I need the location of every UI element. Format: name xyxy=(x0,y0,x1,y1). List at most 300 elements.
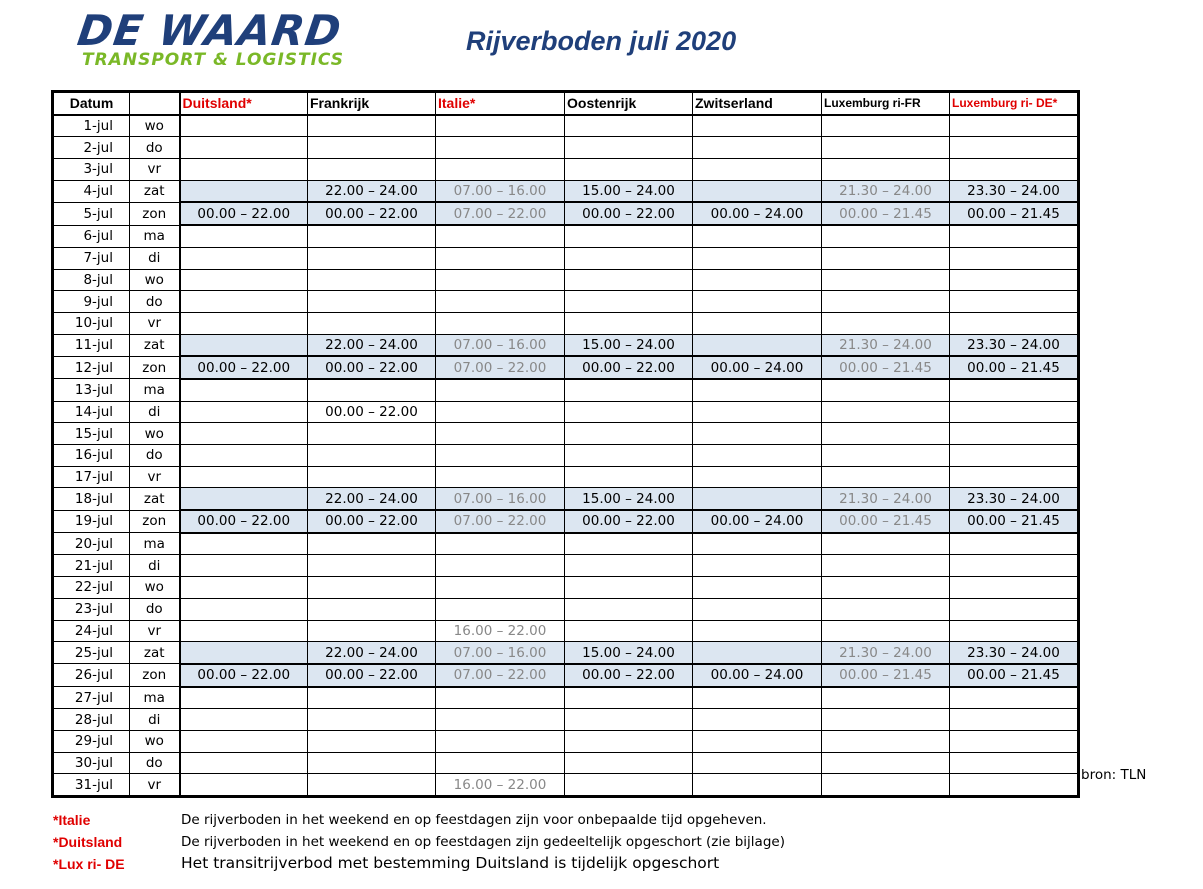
time-cell xyxy=(822,466,950,488)
time-cell xyxy=(950,598,1079,620)
time-cell xyxy=(950,577,1079,599)
table-row xyxy=(53,423,1079,445)
table-row xyxy=(53,598,1079,620)
weekday-cell: zat xyxy=(130,488,180,510)
weekday-cell: vr xyxy=(130,466,180,488)
time-cell xyxy=(950,445,1079,467)
date-cell: 29-jul xyxy=(53,730,130,752)
time-cell: 00.00 – 22.00 xyxy=(180,664,308,687)
time-cell xyxy=(308,159,436,181)
time-cell: 07.00 – 22.00 xyxy=(436,664,565,687)
time-cell: 22.00 – 24.00 xyxy=(308,180,436,202)
time-cell xyxy=(436,401,565,423)
time-cell: 15.00 – 24.00 xyxy=(565,642,693,664)
weekday-cell: do xyxy=(130,291,180,313)
date-cell: 20-jul xyxy=(53,533,130,555)
weekday-cell: zon xyxy=(130,510,180,533)
time-cell: 22.00 – 24.00 xyxy=(308,642,436,664)
time-cell: 21.30 – 24.00 xyxy=(822,488,950,510)
time-cell: 22.00 – 24.00 xyxy=(308,334,436,356)
time-cell xyxy=(693,466,822,488)
table-row xyxy=(53,291,1079,313)
date-cell: 30-jul xyxy=(53,752,130,774)
time-cell: 15.00 – 24.00 xyxy=(565,488,693,510)
weekday-cell: zon xyxy=(130,664,180,687)
time-cell xyxy=(180,687,308,709)
time-cell xyxy=(180,488,308,510)
time-cell xyxy=(308,137,436,159)
time-cell: 00.00 – 21.45 xyxy=(950,202,1079,225)
column-header-country: Luxemburg ri- DE* xyxy=(950,92,1079,115)
time-cell: 00.00 – 21.45 xyxy=(822,664,950,687)
time-cell xyxy=(308,555,436,577)
table-row xyxy=(53,445,1079,467)
time-cell xyxy=(950,620,1079,642)
date-cell: 7-jul xyxy=(53,247,130,269)
time-cell xyxy=(693,247,822,269)
time-cell xyxy=(308,598,436,620)
time-cell xyxy=(693,774,822,797)
time-cell xyxy=(693,709,822,731)
logo-line-2: TRANSPORT & LOGISTICS xyxy=(82,50,345,70)
time-cell xyxy=(822,269,950,291)
date-cell: 6-jul xyxy=(53,225,130,247)
date-cell: 25-jul xyxy=(53,642,130,664)
time-cell xyxy=(180,180,308,202)
weekday-cell: do xyxy=(130,445,180,467)
schedule-body xyxy=(53,115,1079,797)
table-row xyxy=(53,379,1079,401)
time-cell xyxy=(950,312,1079,334)
time-cell xyxy=(693,642,822,664)
footnote-key: *Italie xyxy=(53,812,91,828)
time-cell xyxy=(308,687,436,709)
company-logo xyxy=(74,6,408,74)
weekday-cell: ma xyxy=(130,379,180,401)
time-cell xyxy=(436,555,565,577)
time-cell xyxy=(822,137,950,159)
weekday-cell: vr xyxy=(130,620,180,642)
time-cell xyxy=(822,247,950,269)
time-cell xyxy=(822,752,950,774)
time-cell xyxy=(950,225,1079,247)
time-cell xyxy=(822,159,950,181)
table-row xyxy=(53,555,1079,577)
footnote-key: *Duitsland xyxy=(53,834,123,850)
footnote-text: Het transitrijverbod met bestemming Duitsland is tijdelijk opgeschort xyxy=(181,854,720,872)
time-cell xyxy=(565,466,693,488)
time-cell xyxy=(822,115,950,137)
footnote-key: *Lux ri- DE xyxy=(53,856,125,872)
weekday-cell: wo xyxy=(130,115,180,137)
table-row xyxy=(53,159,1079,181)
time-cell xyxy=(950,533,1079,555)
date-cell: 19-jul xyxy=(53,510,130,533)
time-cell xyxy=(180,774,308,797)
weekday-cell: zon xyxy=(130,202,180,225)
time-cell xyxy=(436,225,565,247)
time-cell xyxy=(822,577,950,599)
table-row xyxy=(53,510,1079,533)
time-cell xyxy=(565,577,693,599)
time-cell xyxy=(180,620,308,642)
time-cell xyxy=(693,598,822,620)
time-cell: 15.00 – 24.00 xyxy=(565,334,693,356)
time-cell xyxy=(180,137,308,159)
time-cell xyxy=(565,533,693,555)
time-cell: 00.00 – 22.00 xyxy=(308,401,436,423)
column-header-country: Italie* xyxy=(436,92,565,115)
time-cell xyxy=(693,180,822,202)
time-cell xyxy=(565,709,693,731)
time-cell xyxy=(308,466,436,488)
time-cell xyxy=(950,730,1079,752)
table-row xyxy=(53,202,1079,225)
time-cell xyxy=(180,115,308,137)
date-cell: 17-jul xyxy=(53,466,130,488)
time-cell: 07.00 – 22.00 xyxy=(436,202,565,225)
weekday-cell: wo xyxy=(130,269,180,291)
time-cell xyxy=(565,269,693,291)
time-cell xyxy=(436,598,565,620)
time-cell xyxy=(565,730,693,752)
time-cell: 07.00 – 22.00 xyxy=(436,356,565,379)
time-cell: 00.00 – 21.45 xyxy=(950,664,1079,687)
time-cell: 00.00 – 24.00 xyxy=(693,202,822,225)
weekday-cell: zat xyxy=(130,180,180,202)
page-title: Rijverboden juli 2020 xyxy=(466,26,737,56)
time-cell xyxy=(693,577,822,599)
time-cell xyxy=(822,401,950,423)
time-cell xyxy=(565,225,693,247)
time-cell xyxy=(308,225,436,247)
time-cell: 00.00 – 24.00 xyxy=(693,356,822,379)
time-cell xyxy=(950,687,1079,709)
time-cell xyxy=(693,115,822,137)
time-cell: 00.00 – 22.00 xyxy=(565,510,693,533)
table-row xyxy=(53,752,1079,774)
time-cell: 00.00 – 22.00 xyxy=(180,510,308,533)
table-row xyxy=(53,687,1079,709)
time-cell xyxy=(565,379,693,401)
time-cell xyxy=(436,577,565,599)
time-cell xyxy=(180,642,308,664)
time-cell: 07.00 – 16.00 xyxy=(436,334,565,356)
time-cell xyxy=(565,247,693,269)
time-cell xyxy=(822,445,950,467)
column-header-country: Frankrijk xyxy=(308,92,436,115)
schedule-table xyxy=(51,90,1080,798)
footnote-text: De rijverboden in het weekend en op feestdagen zijn gedeeltelijk opgeschort (zie bijlage) xyxy=(181,834,785,850)
date-cell: 4-jul xyxy=(53,180,130,202)
weekday-cell: di xyxy=(130,247,180,269)
time-cell xyxy=(822,312,950,334)
time-cell xyxy=(693,687,822,709)
source-label: bron: TLN xyxy=(1081,767,1147,783)
time-cell xyxy=(308,709,436,731)
date-cell: 21-jul xyxy=(53,555,130,577)
time-cell: 00.00 – 21.45 xyxy=(950,510,1079,533)
weekday-cell: ma xyxy=(130,225,180,247)
column-header-datum: Datum xyxy=(53,92,130,115)
time-cell: 21.30 – 24.00 xyxy=(822,180,950,202)
table-row xyxy=(53,401,1079,423)
table-row xyxy=(53,247,1079,269)
logo-line-1: DE WAARD xyxy=(74,6,345,55)
time-cell xyxy=(308,269,436,291)
time-cell xyxy=(693,752,822,774)
column-header-country: Duitsland* xyxy=(180,92,308,115)
time-cell: 23.30 – 24.00 xyxy=(950,180,1079,202)
time-cell xyxy=(693,488,822,510)
time-cell xyxy=(565,312,693,334)
time-cell xyxy=(436,115,565,137)
time-cell: 00.00 – 22.00 xyxy=(565,202,693,225)
time-cell: 00.00 – 22.00 xyxy=(308,202,436,225)
time-cell xyxy=(180,533,308,555)
time-cell xyxy=(822,598,950,620)
date-cell: 5-jul xyxy=(53,202,130,225)
time-cell xyxy=(693,401,822,423)
date-cell: 24-jul xyxy=(53,620,130,642)
date-cell: 16-jul xyxy=(53,445,130,467)
time-cell xyxy=(822,291,950,313)
time-cell: 07.00 – 16.00 xyxy=(436,642,565,664)
time-cell: 00.00 – 22.00 xyxy=(308,664,436,687)
time-cell xyxy=(180,555,308,577)
time-cell xyxy=(180,577,308,599)
table-row xyxy=(53,356,1079,379)
time-cell xyxy=(436,730,565,752)
time-cell xyxy=(693,334,822,356)
time-cell xyxy=(436,423,565,445)
time-cell xyxy=(693,269,822,291)
time-cell xyxy=(950,247,1079,269)
time-cell: 00.00 – 22.00 xyxy=(565,356,693,379)
time-cell xyxy=(565,291,693,313)
date-cell: 31-jul xyxy=(53,774,130,797)
time-cell xyxy=(436,137,565,159)
time-cell xyxy=(180,423,308,445)
time-cell: 00.00 – 24.00 xyxy=(693,664,822,687)
time-cell: 21.30 – 24.00 xyxy=(822,334,950,356)
table-row xyxy=(53,664,1079,687)
time-cell xyxy=(436,445,565,467)
time-cell xyxy=(308,577,436,599)
column-header-country: Zwitserland xyxy=(693,92,822,115)
time-cell xyxy=(436,752,565,774)
time-cell: 00.00 – 22.00 xyxy=(308,356,436,379)
time-cell: 00.00 – 21.45 xyxy=(950,356,1079,379)
weekday-cell: di xyxy=(130,401,180,423)
time-cell xyxy=(565,687,693,709)
column-header-day xyxy=(130,92,180,115)
weekday-cell: zat xyxy=(130,642,180,664)
time-cell xyxy=(180,598,308,620)
time-cell xyxy=(436,687,565,709)
time-cell xyxy=(693,291,822,313)
time-cell xyxy=(822,225,950,247)
time-cell xyxy=(565,555,693,577)
time-cell xyxy=(693,533,822,555)
table-row xyxy=(53,466,1079,488)
time-cell xyxy=(308,312,436,334)
date-cell: 3-jul xyxy=(53,159,130,181)
time-cell xyxy=(308,752,436,774)
weekday-cell: vr xyxy=(130,312,180,334)
time-cell xyxy=(436,247,565,269)
time-cell xyxy=(436,269,565,291)
table-row xyxy=(53,115,1079,137)
time-cell xyxy=(822,379,950,401)
weekday-cell: vr xyxy=(130,774,180,797)
time-cell: 22.00 – 24.00 xyxy=(308,488,436,510)
date-cell: 18-jul xyxy=(53,488,130,510)
time-cell xyxy=(308,247,436,269)
time-cell xyxy=(565,445,693,467)
time-cell: 00.00 – 21.45 xyxy=(822,356,950,379)
date-cell: 2-jul xyxy=(53,137,130,159)
weekday-cell: di xyxy=(130,709,180,731)
date-cell: 28-jul xyxy=(53,709,130,731)
time-cell xyxy=(822,620,950,642)
time-cell xyxy=(693,445,822,467)
time-cell: 07.00 – 22.00 xyxy=(436,510,565,533)
time-cell xyxy=(950,555,1079,577)
table-row xyxy=(53,269,1079,291)
date-cell: 10-jul xyxy=(53,312,130,334)
time-cell xyxy=(950,401,1079,423)
time-cell xyxy=(693,620,822,642)
table-row xyxy=(53,180,1079,202)
time-cell xyxy=(436,312,565,334)
time-cell: 23.30 – 24.00 xyxy=(950,642,1079,664)
time-cell xyxy=(436,159,565,181)
time-cell xyxy=(180,269,308,291)
time-cell xyxy=(822,774,950,797)
weekday-cell: ma xyxy=(130,533,180,555)
time-cell xyxy=(693,379,822,401)
time-cell xyxy=(565,159,693,181)
time-cell xyxy=(308,379,436,401)
time-cell xyxy=(950,137,1079,159)
date-cell: 11-jul xyxy=(53,334,130,356)
time-cell xyxy=(436,379,565,401)
time-cell xyxy=(950,709,1079,731)
date-cell: 8-jul xyxy=(53,269,130,291)
column-header-country: Oostenrijk xyxy=(565,92,693,115)
time-cell xyxy=(693,137,822,159)
time-cell: 15.00 – 24.00 xyxy=(565,180,693,202)
time-cell xyxy=(180,445,308,467)
time-cell xyxy=(565,774,693,797)
table-row xyxy=(53,730,1079,752)
table-row xyxy=(53,642,1079,664)
time-cell xyxy=(693,555,822,577)
table-row xyxy=(53,225,1079,247)
table-row xyxy=(53,488,1079,510)
weekday-cell: zon xyxy=(130,356,180,379)
time-cell: 16.00 – 22.00 xyxy=(436,620,565,642)
time-cell: 16.00 – 22.00 xyxy=(436,774,565,797)
weekday-cell: do xyxy=(130,137,180,159)
date-cell: 14-jul xyxy=(53,401,130,423)
table-row xyxy=(53,334,1079,356)
time-cell: 00.00 – 22.00 xyxy=(565,664,693,687)
time-cell: 00.00 – 24.00 xyxy=(693,510,822,533)
table-row xyxy=(53,312,1079,334)
header-row xyxy=(53,92,1079,115)
time-cell xyxy=(180,379,308,401)
time-cell: 00.00 – 22.00 xyxy=(180,356,308,379)
footnote-text: De rijverboden in het weekend en op feestdagen zijn voor onbepaalde tijd opgeheven. xyxy=(181,812,767,828)
time-cell xyxy=(180,466,308,488)
time-cell xyxy=(950,774,1079,797)
time-cell xyxy=(565,401,693,423)
time-cell xyxy=(950,115,1079,137)
date-cell: 1-jul xyxy=(53,115,130,137)
column-header-country: Luxemburg ri-FR xyxy=(822,92,950,115)
time-cell xyxy=(308,291,436,313)
time-cell xyxy=(950,269,1079,291)
date-cell: 12-jul xyxy=(53,356,130,379)
weekday-cell: ma xyxy=(130,687,180,709)
time-cell xyxy=(180,730,308,752)
time-cell xyxy=(822,533,950,555)
time-cell xyxy=(180,312,308,334)
date-cell: 26-jul xyxy=(53,664,130,687)
time-cell xyxy=(565,423,693,445)
time-cell xyxy=(180,291,308,313)
time-cell xyxy=(180,247,308,269)
time-cell: 23.30 – 24.00 xyxy=(950,488,1079,510)
time-cell: 00.00 – 21.45 xyxy=(822,510,950,533)
weekday-cell: zat xyxy=(130,334,180,356)
time-cell xyxy=(565,598,693,620)
weekday-cell: wo xyxy=(130,423,180,445)
time-cell xyxy=(950,379,1079,401)
table-row xyxy=(53,774,1079,797)
time-cell xyxy=(180,709,308,731)
date-cell: 9-jul xyxy=(53,291,130,313)
time-cell xyxy=(436,466,565,488)
date-cell: 23-jul xyxy=(53,598,130,620)
time-cell xyxy=(822,423,950,445)
date-cell: 13-jul xyxy=(53,379,130,401)
weekday-cell: di xyxy=(130,555,180,577)
time-cell xyxy=(436,709,565,731)
time-cell xyxy=(436,291,565,313)
time-cell xyxy=(308,423,436,445)
time-cell xyxy=(693,225,822,247)
time-cell xyxy=(436,533,565,555)
time-cell xyxy=(822,555,950,577)
time-cell: 07.00 – 16.00 xyxy=(436,488,565,510)
table-row xyxy=(53,709,1079,731)
time-cell xyxy=(693,730,822,752)
time-cell xyxy=(950,291,1079,313)
time-cell xyxy=(950,752,1079,774)
time-cell xyxy=(693,312,822,334)
time-cell xyxy=(822,687,950,709)
time-cell xyxy=(180,225,308,247)
time-cell xyxy=(180,752,308,774)
time-cell: 23.30 – 24.00 xyxy=(950,334,1079,356)
time-cell xyxy=(308,620,436,642)
time-cell xyxy=(693,423,822,445)
time-cell xyxy=(565,620,693,642)
time-cell xyxy=(180,159,308,181)
